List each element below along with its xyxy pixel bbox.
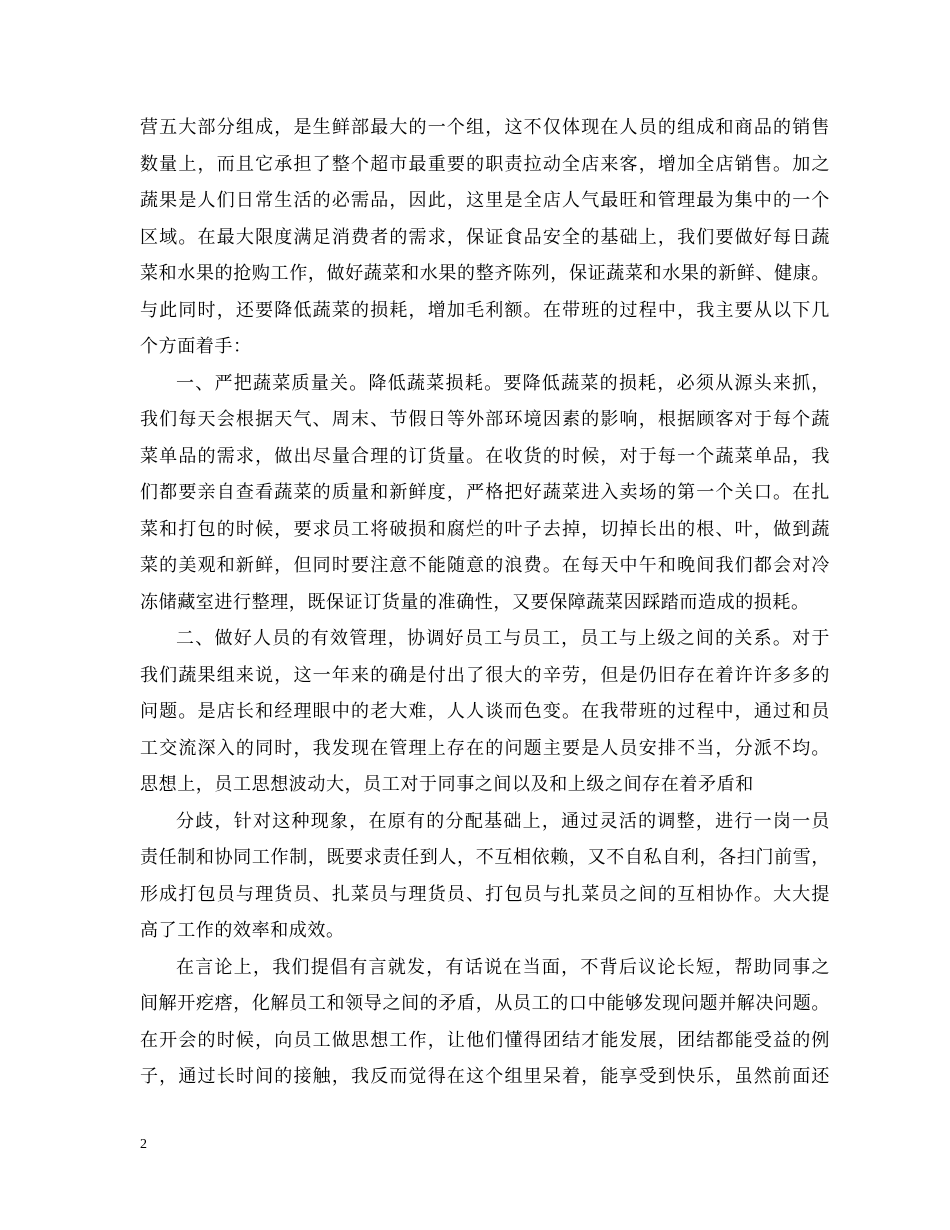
text-line: 思想上，员工思想波动大，员工对于同事之间以及和上级之间存在着矛盾和 [140, 774, 754, 795]
text-line: 区域。在最大限度满足消费者的需求，保证食品安全的基础上，我们要做好每日蔬 [140, 226, 830, 248]
text-line: 个方面着手： [140, 336, 252, 357]
text-line: 形成打包员与理货员、扎菜员与理货员、打包员与扎菜员之间的互相协作。大大提 [140, 883, 830, 905]
text-line: 营五大部分组成，是生鲜部最大的一个组，这不仅体现在人员的组成和商品的销售 [140, 117, 830, 138]
text-line: 二、做好人员的有效管理，协调好员工与员工，员工与上级之间的关系。对于 [176, 628, 830, 649]
text-line: 菜的美观和新鲜，但同时要注意不能随意的浪费。在每天中午和晚间我们都会对冷 [140, 555, 830, 576]
text-line: 工交流深入的同时，我发现在管理上存在的问题主要是人员安排不当，分派不均。 [140, 737, 830, 759]
text-line: 冻储藏室进行整理，既保证订货量的准确性，又要保障蔬菜因踩踏而造成的损耗。 [140, 591, 810, 613]
text-line: 数量上，而且它承担了整个超市最重要的职责拉动全店来客，增加全店销售。加之 [140, 153, 830, 175]
text-line: 我们蔬果组来说，这一年来的确是付出了很大的辛劳，但是仍旧存在着许许多多的 [140, 664, 830, 686]
page-number: 2 [140, 1137, 147, 1152]
text-line: 在开会的时候，向员工做思想工作，让他们懂得团结才能发展，团结都能受益的例 [140, 1029, 830, 1051]
text-line: 问题。是店长和经理眼中的老大难，人人谈而色变。在我带班的过程中，通过和员 [140, 701, 830, 722]
text-line: 间解开疙瘩，化解员工和领导之间的矛盾，从员工的口中能够发现问题并解决问题。 [140, 993, 830, 1014]
text-line: 高了工作的效率和成效。 [140, 920, 345, 941]
text-line: 责任制和协同工作制，既要求责任到人，不互相依赖，又不自私自利，各扫门前雪， [140, 847, 830, 868]
body-text [140, 110, 830, 1096]
text-line: 蔬果是人们日常生活的必需品，因此，这里是全店人气最旺和管理最为集中的一个 [140, 190, 830, 211]
text-line: 一、严把蔬菜质量关。降低蔬菜损耗。要降低蔬菜的损耗，必须从源头来抓， [176, 372, 830, 394]
text-line: 们都要亲自查看蔬菜的质量和新鲜度，严格把好蔬菜进入卖场的第一个关口。在扎 [140, 482, 830, 503]
text-line: 菜和水果的抢购工作，做好蔬菜和水果的整齐陈列，保证蔬菜和水果的新鲜、健康。 [140, 263, 830, 284]
text-line: 与此同时，还要降低蔬菜的损耗，增加毛利额。在带班的过程中，我主要从以下几 [140, 299, 830, 321]
text-line: 子，通过长时间的接触，我反而觉得在这个组里呆着，能享受到快乐，虽然前面还 [140, 1066, 830, 1087]
text-line: 菜单品的需求，做出尽量合理的订货量。在收货的时候，对于每一个蔬菜单品，我 [140, 445, 830, 467]
text-line: 我们每天会根据天气、周末、节假日等外部环境因素的影响，根据顾客对于每个蔬 [140, 409, 830, 430]
text-line: 分歧，针对这种现象，在原有的分配基础上，通过灵活的调整，进行一岗一员 [176, 810, 830, 832]
text-line: 在言论上，我们提倡有言就发，有话说在当面，不背后议论长短，帮助同事之 [176, 956, 830, 978]
text-line: 菜和打包的时候，要求员工将破损和腐烂的叶子去掉，切掉长出的根、叶，做到蔬 [140, 518, 830, 540]
